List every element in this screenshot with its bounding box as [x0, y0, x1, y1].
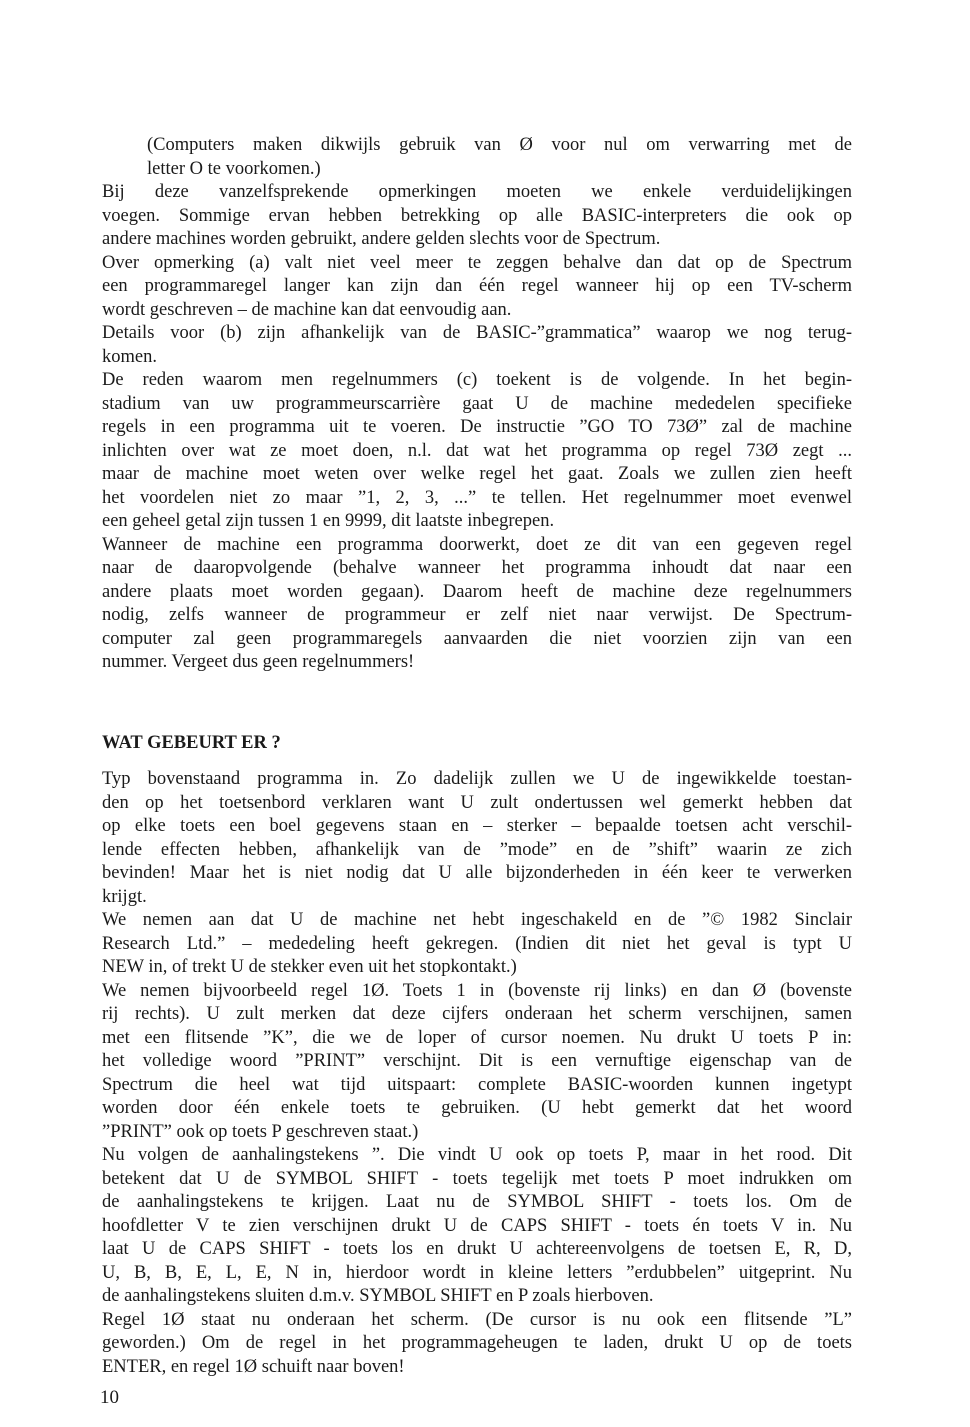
text-line: ENTER, en regel 1Ø schuift naar boven!: [102, 1356, 405, 1377]
text-line: het volledige woord ”PRINT” verschijnt. Dit is een vernuftige eigenschap van de: [102, 1051, 852, 1071]
text-line: met een flitsende ”K”, die we de loper of cursor noemen. Nu drukt U toets P in:: [102, 1027, 852, 1048]
text-line: lende effecten hebben, afhankelijk van de ”mode” en de ”shift” waarin ze zich: [102, 839, 852, 860]
text-line: Details voor (b) zijn afhankelijk van de BASIC-”grammatica” waarop we nog terug-: [102, 323, 852, 343]
text-line: wordt geschreven – de machine kan dat eenvoudig aan.: [102, 299, 512, 320]
page-number: 10: [100, 1387, 119, 1408]
text-line: laat U de CAPS SHIFT - toets los en drukt U achtereenvolgens de toetsen E, R, D,: [102, 1239, 852, 1259]
text-line: computer zal geen programmaregels aanvaarden die niet voorzien zijn van een: [102, 628, 852, 649]
text-line: naar de daaropvolgende (behalve wanneer het programma inhoudt dat naar een: [102, 558, 852, 578]
intro-note: [147, 134, 852, 181]
text-line: geworden.) Om de regel in het programmageheugen te laden, drukt U op de toets: [102, 1333, 852, 1353]
text-line: krijgt.: [102, 886, 147, 907]
section-body-1: [102, 181, 852, 675]
text-line: U, B, B, E, L, E, N in, hierdoor wordt in kleine letters ”erdubbelen” uitgeprint. Nu: [102, 1262, 852, 1283]
text-line: nodig, zelfs wanneer de programmeur er zelf niet naar verwijst. De Spectrum-: [102, 605, 852, 625]
text-line: letter O te voorkomen.): [147, 158, 321, 179]
text-line: stadium van uw programmeurscarrière gaat U de machine mededelen specifieke: [102, 393, 852, 414]
text-line: hoofdletter V te zien verschijnen drukt U de CAPS SHIFT - toets én toets V in. Nu: [102, 1215, 852, 1236]
text-line: een geheel getal zijn tussen 1 en 9999, dit laatste inbegrepen.: [102, 511, 555, 531]
section-heading: WAT GEBEURT ER ?: [102, 733, 281, 753]
text-line: inlichten over wat ze moet doen, n.l. dat wat het programma op regel 73Ø zegt ...: [102, 440, 852, 461]
text-line: de aanhalingstekens sluiten d.m.v. SYMBOL SHIFT en P zoals hierboven.: [102, 1286, 654, 1306]
text-line: nummer. Vergeet dus geen regelnummers!: [102, 652, 415, 672]
text-line: Bij deze vanzelfsprekende opmerkingen moeten we enkele verduidelijkingen: [102, 182, 852, 202]
text-line: Spectrum die heel wat tijd uitspaart: complete BASIC-woorden kunnen ingetypt: [102, 1074, 852, 1095]
text-line: regels in een programma uit te voeren. De instructie ”GO TO 73Ø” zal de machine: [102, 417, 852, 437]
text-line: een programmaregel langer kan zijn dan één regel wanneer hij op een TV-scherm: [102, 276, 852, 296]
text-line: ”PRINT” ook op toets P geschreven staat.): [102, 1121, 419, 1142]
text-line: betekent dat U de SYMBOL SHIFT - toets tegelijk met toets P moet indrukken om: [102, 1168, 852, 1189]
text-line: De reden waarom men regelnummers (c) toekent is de volgende. In het begin-: [102, 370, 852, 390]
text-line: Nu volgen de aanhalingstekens ”. Die vindt U ook op toets P, maar in het rood. Dit: [102, 1145, 852, 1165]
text-line: (Computers maken dikwijls gebruik van Ø voor nul om verwarring met de: [147, 135, 852, 155]
text-line: Regel 1Ø staat nu onderaan het scherm. (De cursor is nu ook een flitsende ”L”: [102, 1309, 852, 1330]
text-line: NEW in, of trekt U de stekker even uit het stopkontakt.): [102, 957, 517, 977]
text-line: bevinden! Maar het is niet nodig dat U alle bijzonderheden in één keer te verwerken: [102, 863, 852, 883]
text-line: den op het toetsenbord verklaren want U zult ondertussen wel gemerkt hebben dat: [102, 792, 852, 813]
text-line: We nemen aan dat U de machine net hebt ingeschakeld en de ”© 1982 Sinclair: [102, 910, 852, 930]
section-body-2: [102, 768, 852, 1379]
text-line: op elke toets een boel gegevens staan en – sterker – bepaalde toetsen acht verschil-: [102, 816, 852, 836]
text-line: maar de machine moet weten over welke regel het gaat. Zoals we zullen zien heeft: [102, 464, 852, 484]
text-line: de aanhalingstekens te krijgen. Laat nu de SYMBOL SHIFT - toets los. Om de: [102, 1192, 852, 1212]
text-line: voegen. Sommige ervan hebben betrekking op alle BASIC-interpreters die ook op: [102, 205, 852, 226]
text-line: komen.: [102, 346, 157, 367]
text-line: andere machines worden gebruikt, andere gelden slechts voor de Spectrum.: [102, 229, 661, 249]
text-line: het voordelen niet zo maar ”1, 2, 3, ...” te tellen. Het regelnummer moet evenwel: [102, 487, 852, 508]
text-line: Research Ltd.” – mededeling heeft gekregen. (Indien dit niet het geval is typt U: [102, 933, 852, 954]
text-line: Wanneer de machine een programma doorwerkt, doet ze dit van een gegeven regel: [102, 534, 852, 555]
text-line: andere plaats moet worden gegaan). Daarom heeft de machine deze regelnummers: [102, 581, 852, 602]
text-line: We nemen bijvoorbeeld regel 1Ø. Toets 1 in (bovenste rij links) en dan Ø (bovenste: [102, 980, 852, 1001]
text-line: rij rechts). U zult merken dat deze cijfers onderaan het scherm verschijnen, samen: [102, 1004, 852, 1024]
text-line: Typ bovenstaand programma in. Zo dadelijk zullen we U de ingewikkelde toestan-: [102, 769, 852, 789]
text-line: Over opmerking (a) valt niet veel meer te zeggen behalve dan dat op de Spectrum: [102, 252, 852, 273]
text-line: worden door één enkele toets te gebruiken. (U hebt gemerkt dat het woord: [102, 1098, 852, 1118]
